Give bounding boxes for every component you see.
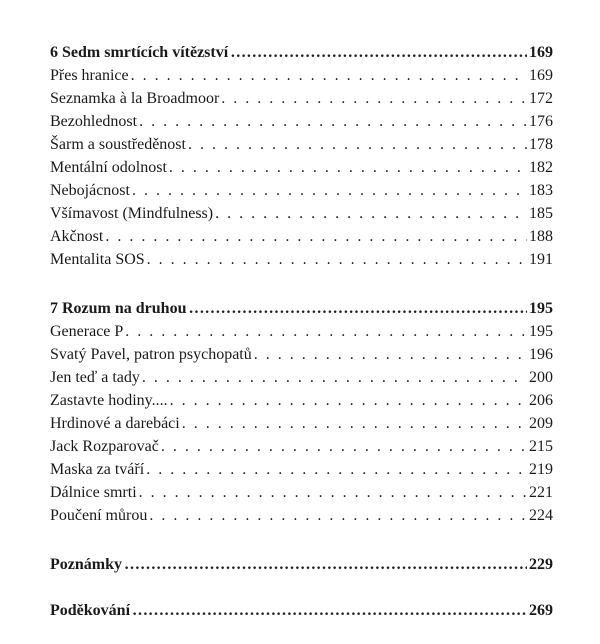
entry-title: Přes hranice <box>50 67 129 84</box>
toc-entry[interactable] <box>50 110 553 133</box>
dot-leader <box>169 156 527 179</box>
entry-title: Nebojácnost <box>50 182 130 199</box>
chapter-7-heading[interactable] <box>50 297 553 320</box>
page-number: 215 <box>529 438 553 455</box>
page-number: 185 <box>529 205 553 222</box>
entry-title: Jen teď a tady <box>50 369 140 386</box>
dot-leader <box>125 320 527 343</box>
toc-entry[interactable] <box>50 156 553 179</box>
chapter-title: 7 Rozum na druhou <box>50 300 187 317</box>
page-number: 196 <box>529 346 553 363</box>
dot-leader <box>105 225 527 248</box>
dot-leader <box>188 133 527 156</box>
section-spacer <box>50 271 553 297</box>
dot-leader <box>149 504 527 527</box>
dot-leader <box>170 389 527 412</box>
page-number: 188 <box>529 228 553 245</box>
toc-entry[interactable] <box>50 225 553 248</box>
page-number: 172 <box>529 90 553 107</box>
page-number: 206 <box>529 392 553 409</box>
chapter-6-section <box>50 41 553 271</box>
page-number: 195 <box>529 323 553 340</box>
table-of-contents <box>50 41 553 622</box>
toc-entry[interactable] <box>50 179 553 202</box>
dot-leader <box>254 343 527 366</box>
page-number: 191 <box>529 251 553 268</box>
page-number: 219 <box>529 461 553 478</box>
dot-leader <box>188 297 527 320</box>
section-spacer <box>50 527 553 553</box>
entry-title: Dálnice smrti <box>50 484 137 501</box>
dot-leader <box>131 64 527 87</box>
entry-title: Mentalita SOS <box>50 251 145 268</box>
page-number: 169 <box>529 44 553 61</box>
dot-leader <box>142 366 527 389</box>
entry-title: Poučení můrou <box>50 507 148 524</box>
chapter-title: 6 Sedm smrtících vítězství <box>50 44 229 61</box>
entry-title: Maska za tváří <box>50 461 145 478</box>
page-number: 209 <box>529 415 553 432</box>
entry-title: Jack Rozparovač <box>50 438 159 455</box>
toc-entry[interactable] <box>50 366 553 389</box>
dot-leader <box>132 179 527 202</box>
entry-title: Mentální odolnost <box>50 159 167 176</box>
dot-leader <box>161 435 527 458</box>
page-number: 178 <box>529 136 553 153</box>
dot-leader <box>182 412 527 435</box>
dot-leader <box>146 458 527 481</box>
entry-title: Všímavost (Mindfulness) <box>50 205 214 222</box>
entry-title: Generace P <box>50 323 124 340</box>
entry-title: Seznamka à la Broadmoor <box>50 90 220 107</box>
toc-entry[interactable] <box>50 64 553 87</box>
entry-title: Šarm a soustředěnost <box>50 136 186 153</box>
toc-entry[interactable] <box>50 133 553 156</box>
page-number: 183 <box>529 182 553 199</box>
page-number: 195 <box>529 300 553 317</box>
entry-title: Hrdinové a darebáci <box>50 415 180 432</box>
section-spacer <box>50 576 553 599</box>
toc-entry[interactable] <box>50 320 553 343</box>
page-number: 269 <box>529 602 553 619</box>
toc-entry[interactable] <box>50 458 553 481</box>
dot-leader <box>139 481 527 504</box>
dot-leader <box>215 202 527 225</box>
page-number: 169 <box>529 67 553 84</box>
page-number: 182 <box>529 159 553 176</box>
toc-entry[interactable] <box>50 389 553 412</box>
entry-title: Svatý Pavel, patron psychopatů <box>50 346 252 363</box>
page-number: 224 <box>529 507 553 524</box>
dot-leader <box>139 110 527 133</box>
dot-leader <box>230 41 527 64</box>
chapter-title: Poznámky <box>50 556 122 573</box>
notes-heading[interactable] <box>50 553 553 576</box>
chapter-title: Poděkování <box>50 602 131 619</box>
dot-leader <box>124 553 527 576</box>
dot-leader <box>221 87 527 110</box>
toc-entry[interactable] <box>50 248 553 271</box>
page-number: 176 <box>529 113 553 130</box>
chapter-7-section <box>50 297 553 527</box>
page-number: 229 <box>529 556 553 573</box>
toc-entry[interactable] <box>50 343 553 366</box>
toc-entry[interactable] <box>50 87 553 110</box>
toc-entry[interactable] <box>50 435 553 458</box>
acknowledgements-heading[interactable] <box>50 599 553 622</box>
page-number: 221 <box>529 484 553 501</box>
dot-leader <box>132 599 527 622</box>
entry-title: Bezohlednost <box>50 113 138 130</box>
chapter-6-heading[interactable] <box>50 41 553 64</box>
page-number: 200 <box>529 369 553 386</box>
toc-entry[interactable] <box>50 412 553 435</box>
toc-entry[interactable] <box>50 504 553 527</box>
dot-leader <box>147 248 527 271</box>
toc-entry[interactable] <box>50 202 553 225</box>
toc-entry[interactable] <box>50 481 553 504</box>
entry-title: Akčnost <box>50 228 104 245</box>
entry-title: Zastavte hodiny.... <box>50 392 168 409</box>
